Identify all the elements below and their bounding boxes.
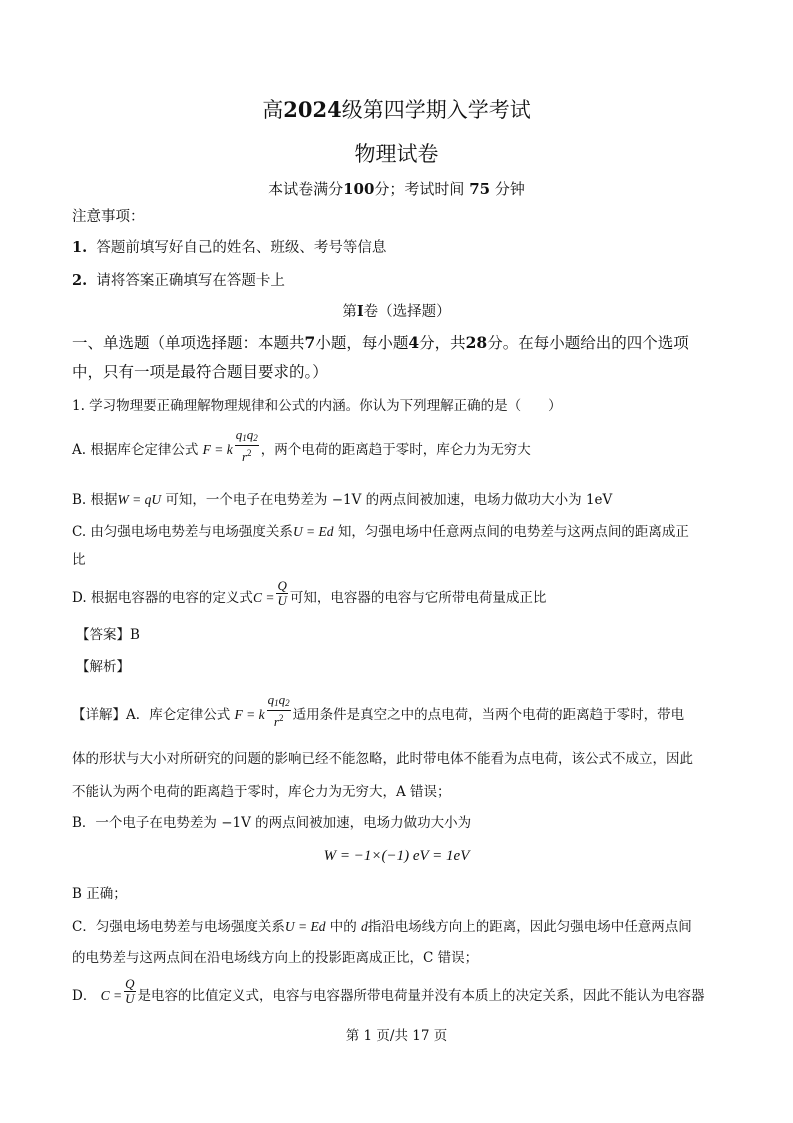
notice-item-1 <box>72 238 722 258</box>
section-title-num: I <box>356 303 364 320</box>
detail-b: B．一个电子在电势差为 −1V 的两点间被加速，电场力做功大小为 <box>72 815 472 831</box>
intro-a: 一、单选题（单项选择题：本题共 <box>72 334 305 352</box>
option-a-pre: A. 根据库仑定律公式 <box>72 442 199 459</box>
section-title <box>0 302 793 322</box>
capacitance-formula-detail: C = $\frac{Q}{U}$ <box>100 976 135 1007</box>
notice-text: 答题前填写好自己的姓名、班级、考号等信息 <box>96 240 387 256</box>
detail-c-formula: U = Ed <box>284 919 326 934</box>
coulomb-formula-detail: F = k $\frac{q_1q_2}{r^2}$ <box>234 692 290 729</box>
exam-subject: 物理试卷 <box>354 142 439 166</box>
option-a-post: ，两个电荷的距离趋于零时，库仑力为无穷大 <box>260 442 531 459</box>
section-intro-line2: 中，只有一项是最符合题目要求的。） <box>72 363 328 381</box>
info-mid: 分；考试时间 <box>374 180 465 198</box>
detail-c <box>72 917 722 937</box>
question-1-option-b <box>72 490 722 510</box>
detail-a-post: 适用条件是真空之中的点电荷，当两个电荷的距离趋于零时，带电 <box>292 707 685 724</box>
notice-text: 请将答案正确填写在答题卡上 <box>96 273 285 289</box>
capacitance-formula: C = $\frac{Q}{U}$ <box>252 578 287 609</box>
exam-title <box>0 96 793 124</box>
intro-c: 分，共 <box>419 334 466 352</box>
intro-total: 28 <box>465 333 488 352</box>
notice-item-2 <box>72 271 722 291</box>
detail-c-d: d <box>361 919 368 934</box>
intro-each: 4 <box>408 333 420 352</box>
section-title-pre: 第 <box>342 304 357 320</box>
detail-a <box>72 692 722 729</box>
detail-c-mid: 中的 <box>329 919 357 935</box>
detail-c-pre: C．匀强电场电势差与电场强度关系 <box>72 919 285 935</box>
section-title-post: 卷（选择题） <box>363 304 451 320</box>
option-c-pre: C. 由匀强电场电势差与电场强度关系 <box>72 524 293 540</box>
info-pre: 本试卷满分 <box>268 180 344 198</box>
coulomb-formula: F = k $\frac{q_1q_2}{r^2}$ <box>202 427 258 464</box>
info-time: 75 <box>469 180 491 198</box>
page-footer: 第 1 页/共 17 页 <box>345 1028 448 1044</box>
info-score: 100 <box>343 180 375 198</box>
section-intro <box>72 333 722 353</box>
option-d-pre: D. 根据电容器的电容的定义式 <box>72 590 253 606</box>
detail-c-line2: 的电势差与这两点间在沿电场线方向上的投影距离成正比，C 错误； <box>72 950 479 966</box>
exam-info <box>0 179 793 199</box>
question-1-option-c <box>72 522 722 542</box>
intro-count: 7 <box>304 333 316 352</box>
question-1-option-c-line2: 比 <box>72 552 86 568</box>
detail-d <box>72 976 722 1007</box>
intro-b: 小题，每小题 <box>315 334 409 352</box>
option-d-post: 可知，电容器的电容与它所带电荷量成正比 <box>289 590 547 606</box>
analysis-label: 【解析】 <box>76 659 130 675</box>
notice-num: 2. <box>72 272 88 289</box>
detail-b-formula: W = −1×(−1) eV = 1eV <box>323 848 470 864</box>
answer-label: 【答案】B <box>76 627 140 643</box>
notice-num: 1. <box>72 239 88 256</box>
option-c-post: 知，匀强电场中任意两点间的电势差与这两点间的距离成正 <box>337 524 689 540</box>
question-1-stem: 1. 学习物理要正确理解物理规律和公式的内涵。你认为下列理解正确的是（ ） <box>72 398 562 414</box>
detail-a-line3: 不能认为两个电荷的距离趋于零时，库仑力为无穷大，A 错误； <box>72 784 451 800</box>
option-b-post: 可知，一个电子在电势差为 −1V 的两点间被加速，电场力做功大小为 1eV <box>165 492 613 508</box>
title-prefix: 高 <box>262 98 284 122</box>
title-suffix: 级第四学期入学考试 <box>341 98 531 122</box>
title-year: 2024 <box>283 97 342 122</box>
notice-heading: 注意事项： <box>72 209 145 225</box>
option-c-formula: U = Ed <box>292 524 334 539</box>
question-1-option-d <box>72 578 722 609</box>
option-b-formula: W = qU <box>117 492 162 507</box>
detail-d-pre: D． <box>72 988 97 1004</box>
detail-d-post: 是电容的比值定义式，电容与电容器所带电荷量并没有本质上的决定关系，因此不能认为电容器 <box>137 988 705 1004</box>
info-post: 分钟 <box>494 180 525 198</box>
detail-c-post: 指沿电场线方向上的距离，因此匀强电场中任意两点间 <box>367 919 692 935</box>
question-1-option-a <box>72 427 722 464</box>
detail-a-line2: 体的形状与大小对所研究的问题的影响已经不能忽略，此时带电体不能看为点电荷，该公式不成立，因此 <box>72 751 693 767</box>
detail-a-pre: 【详解】A．库仑定律公式 <box>72 707 231 724</box>
detail-b-end: B 正确； <box>72 886 127 902</box>
intro-d: 分。在每小题给出的四个选项 <box>487 334 689 352</box>
option-b-pre: B. 根据 <box>72 492 118 508</box>
